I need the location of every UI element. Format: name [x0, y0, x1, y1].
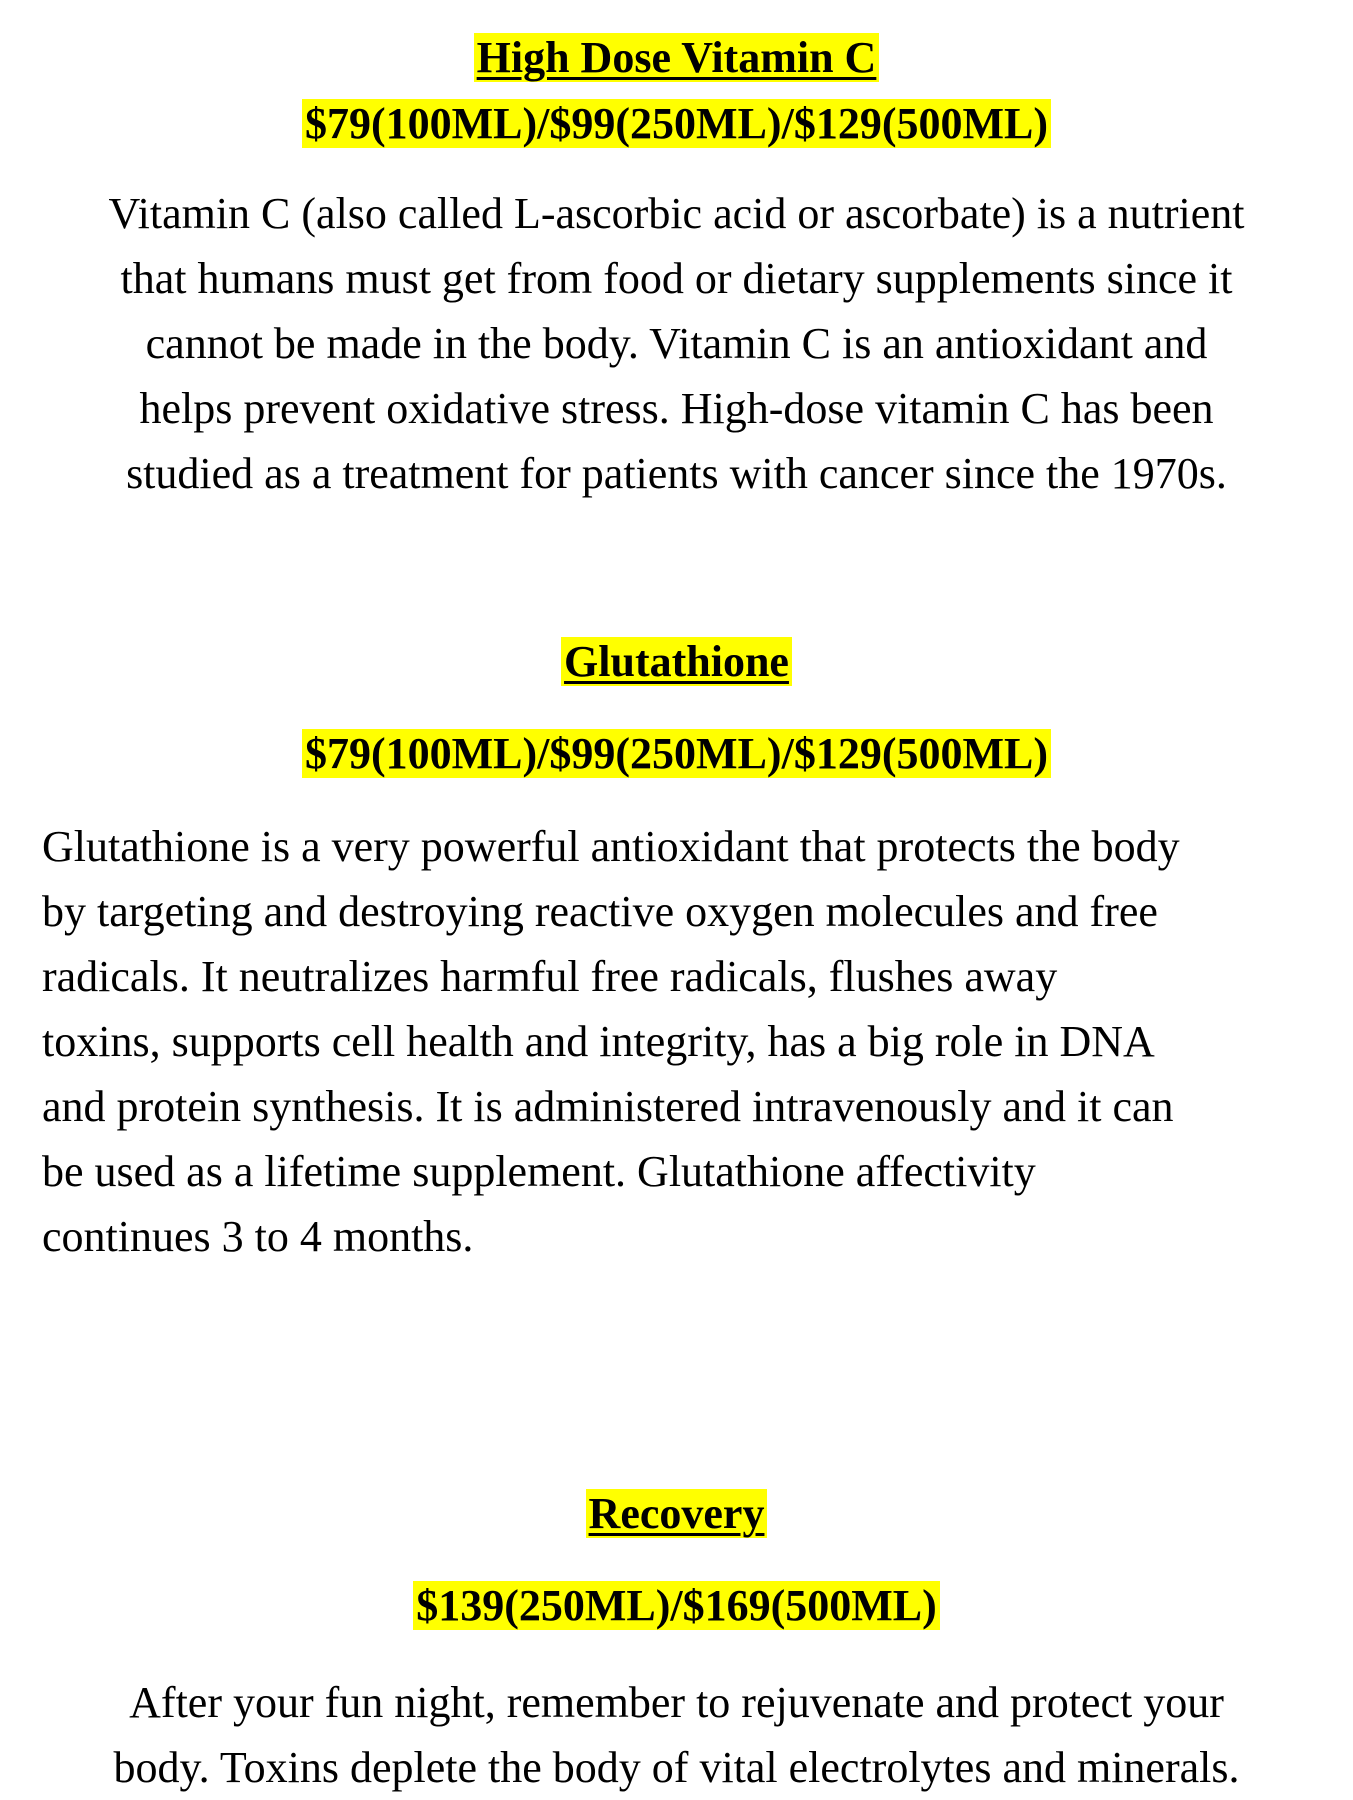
price-highlight: $139(250ML)/$169(500ML) — [413, 1581, 940, 1630]
title-highlight: Recovery — [586, 1489, 768, 1538]
description-line: After your fun night, remember to rejuvenate and protect your — [129, 1678, 1224, 1727]
description-line: continues 3 to 4 months. — [42, 1212, 474, 1261]
section-description-vitamin-c — [30, 181, 1323, 506]
section-price-recovery — [0, 1580, 1353, 1632]
section-price-glutathione — [0, 728, 1353, 780]
section-price-vitamin-c — [0, 98, 1353, 150]
description-line: and protein synthesis. It is administered intravenously and it can — [42, 1082, 1174, 1131]
description-line: cannot be made in the body. Vitamin C is an antioxidant and — [145, 319, 1208, 368]
description-line: that humans must get from food or dietary supplements since it — [120, 254, 1233, 303]
description-line: toxins, supports cell health and integrity, has a big role in DNA — [42, 1017, 1155, 1066]
description-line: Vitamin C (also called L-ascorbic acid or ascorbate) is a nutrient — [108, 189, 1245, 238]
description-line: studied as a treatment for patients with cancer since the 1970s. — [126, 449, 1227, 498]
description-line: Glutathione is a very powerful antioxidant that protects the body — [42, 822, 1180, 871]
section-title-vitamin-c — [0, 32, 1353, 84]
section-description-glutathione — [42, 814, 1332, 1269]
price-highlight: $79(100ML)/$99(250ML)/$129(500ML) — [302, 729, 1051, 778]
title-highlight: High Dose Vitamin C — [474, 33, 880, 82]
price-highlight: $79(100ML)/$99(250ML)/$129(500ML) — [302, 99, 1051, 148]
section-description-recovery — [30, 1670, 1323, 1800]
description-line: be used as a lifetime supplement. Glutathione affectivity — [42, 1147, 1036, 1196]
description-line: by targeting and destroying reactive oxygen molecules and free — [42, 887, 1158, 936]
section-title-recovery — [0, 1488, 1353, 1540]
section-title-glutathione — [0, 636, 1353, 688]
description-line: body. Toxins deplete the body of vital electrolytes and minerals. — [113, 1743, 1240, 1792]
description-line: radicals. It neutralizes harmful free radicals, flushes away — [42, 952, 1058, 1001]
description-line: helps prevent oxidative stress. High-dose vitamin C has been — [139, 384, 1214, 433]
title-highlight: Glutathione — [561, 637, 792, 686]
